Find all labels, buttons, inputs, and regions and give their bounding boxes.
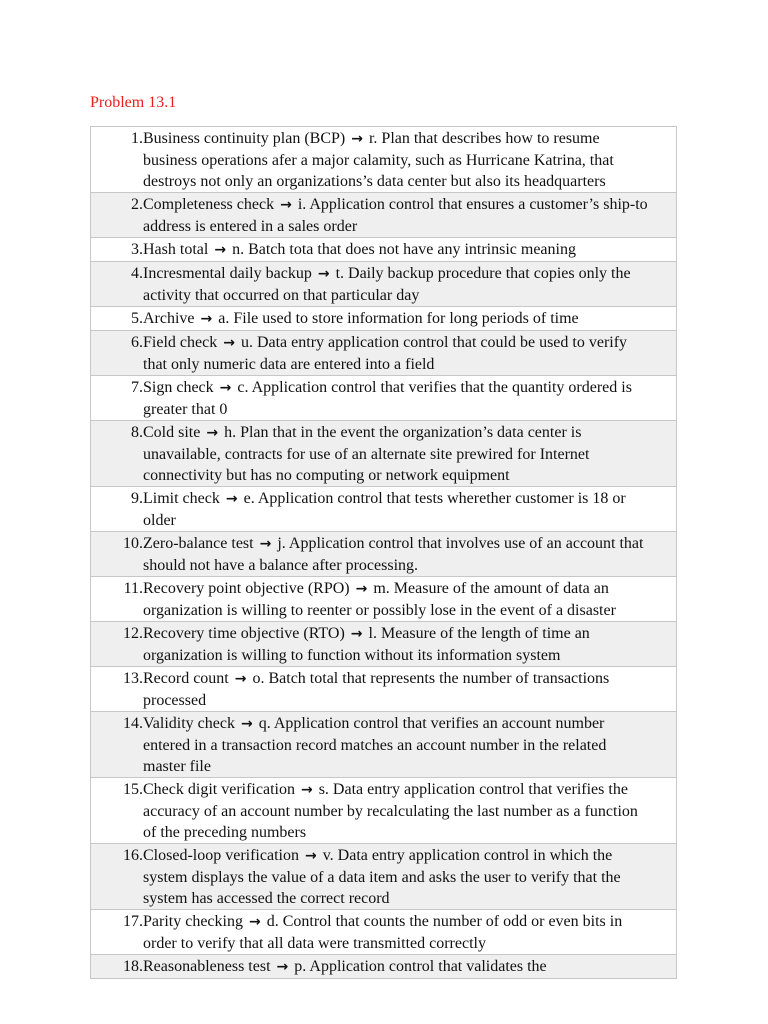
table-row bbox=[91, 330, 676, 375]
table-row bbox=[91, 843, 676, 909]
item-description: u. Data entry application control that could be used to verify that only numeric data are entered into a field bbox=[143, 334, 628, 373]
item-number: 17. bbox=[123, 913, 143, 930]
item-number: 1. bbox=[131, 130, 143, 147]
arrow-right-icon: → bbox=[280, 197, 292, 213]
arrow-right-icon: → bbox=[300, 782, 313, 798]
table-row bbox=[91, 306, 676, 330]
arrow-right-icon: → bbox=[259, 536, 272, 552]
item-text bbox=[143, 911, 676, 954]
item-description: v. Data entry application control in which the system displays the value of a data item and asks the user to verify that the system has accessed the correct record bbox=[143, 847, 621, 907]
item-term: Check digit verification bbox=[143, 781, 295, 798]
item-number: 12. bbox=[123, 625, 143, 642]
item-term: Recovery point objective (RPO) bbox=[143, 580, 350, 597]
item-description: c. Application control that verifies that the quantity ordered is greater that 0 bbox=[143, 379, 632, 418]
item-number: 10. bbox=[123, 535, 143, 552]
item-text bbox=[143, 956, 676, 978]
item-description: e. Application control that tests wherether customer is 18 or older bbox=[143, 490, 626, 529]
item-description: n. Batch tota that does not have any intrinsic meaning bbox=[232, 241, 576, 258]
item-number: 2. bbox=[131, 196, 143, 213]
item-text bbox=[143, 128, 676, 192]
item-text bbox=[143, 377, 676, 420]
item-number: 13. bbox=[123, 670, 143, 687]
item-description: i. Application control that ensures a customer’s ship-to address is entered in a sales order bbox=[143, 196, 648, 235]
item-term: Hash total bbox=[143, 241, 209, 258]
table-row bbox=[91, 420, 676, 486]
arrow-right-icon: → bbox=[234, 671, 247, 687]
arrow-right-icon: → bbox=[214, 242, 227, 258]
item-description: l. Measure of the length of time an organization is willing to function without its information system bbox=[143, 625, 590, 664]
arrow-right-icon: → bbox=[248, 914, 261, 930]
item-text bbox=[143, 239, 676, 261]
arrow-right-icon: → bbox=[355, 581, 368, 597]
item-term: Field check bbox=[143, 334, 218, 351]
item-term: Incresmental daily backup bbox=[143, 265, 312, 282]
table-row bbox=[91, 237, 676, 261]
item-term: Business continuity plan (BCP) bbox=[143, 130, 346, 147]
table-row bbox=[91, 486, 676, 531]
arrow-right-icon: → bbox=[350, 626, 363, 642]
table-row bbox=[91, 261, 676, 306]
item-description: p. Application control that validates the bbox=[294, 958, 547, 975]
item-number: 8. bbox=[131, 424, 143, 441]
item-text bbox=[143, 713, 676, 777]
item-term: Recovery time objective (RTO) bbox=[143, 625, 345, 642]
table-row bbox=[91, 531, 676, 576]
item-number: 16. bbox=[123, 847, 143, 864]
item-number: 14. bbox=[123, 715, 143, 732]
item-number: 6. bbox=[131, 334, 143, 351]
item-text bbox=[143, 308, 676, 330]
table-row bbox=[91, 666, 676, 711]
item-description: h. Plan that in the event the organization’s data center is unavailable, contracts for use of an alternate site prewired for Internet connectivity but has no computing or network equipment bbox=[143, 424, 590, 484]
item-description: m. Measure of the amount of data an organization is willing to reenter or possibly lose in the event of a disaster bbox=[143, 580, 616, 619]
table-row bbox=[91, 909, 676, 954]
item-term: Record count bbox=[143, 670, 229, 687]
item-text bbox=[143, 845, 676, 909]
item-number: 3. bbox=[131, 241, 143, 258]
arrow-right-icon: → bbox=[200, 311, 213, 327]
arrow-right-icon: → bbox=[223, 335, 235, 351]
arrow-right-icon: → bbox=[225, 491, 238, 507]
item-term: Limit check bbox=[143, 490, 220, 507]
item-text bbox=[143, 623, 676, 666]
table-row bbox=[91, 621, 676, 666]
item-description: d. Control that counts the number of odd or even bits in order to verify that all data were transmitted correctly bbox=[143, 913, 623, 952]
arrow-right-icon: → bbox=[240, 716, 253, 732]
item-term: Closed-loop verification bbox=[143, 847, 299, 864]
item-text bbox=[143, 578, 676, 621]
item-description: s. Data entry application control that verifies the accuracy of an account number by recalculating the last number as a function of the preceding numbers bbox=[143, 781, 638, 841]
table-row bbox=[91, 127, 676, 192]
item-term: Zero-balance test bbox=[143, 535, 254, 552]
item-term: Completeness check bbox=[143, 196, 275, 213]
item-text bbox=[143, 779, 676, 843]
item-term: Reasonableness test bbox=[143, 958, 271, 975]
item-term: Cold site bbox=[143, 424, 201, 441]
item-number: 7. bbox=[131, 379, 143, 396]
item-description: o. Batch total that represents the number of transactions processed bbox=[143, 670, 610, 709]
table-row bbox=[91, 711, 676, 777]
item-term: Validity check bbox=[143, 715, 235, 732]
item-number: 11. bbox=[123, 580, 143, 597]
item-term: Parity checking bbox=[143, 913, 243, 930]
arrow-right-icon: → bbox=[219, 380, 232, 396]
item-text bbox=[143, 533, 676, 576]
item-number: 18. bbox=[123, 958, 143, 975]
item-description: j. Application control that involves use of an account that should not have a balance after processing. bbox=[143, 535, 644, 574]
item-description: t. Daily backup procedure that copies only the activity that occurred on that particular day bbox=[143, 265, 631, 304]
item-text bbox=[143, 488, 676, 531]
item-text bbox=[143, 263, 676, 306]
item-text bbox=[143, 194, 676, 237]
table-row bbox=[91, 954, 676, 978]
table-row bbox=[91, 192, 676, 237]
item-description: q. Application control that verifies an account number entered in a transaction record matches an account number in the related master file bbox=[143, 715, 607, 775]
page-title: Problem 13.1 bbox=[90, 94, 177, 111]
arrow-right-icon: → bbox=[317, 266, 330, 282]
arrow-right-icon: → bbox=[351, 131, 363, 147]
item-term: Archive bbox=[143, 310, 195, 327]
arrow-right-icon: → bbox=[304, 848, 317, 864]
answer-table bbox=[90, 126, 677, 979]
table-row bbox=[91, 777, 676, 843]
item-text bbox=[143, 668, 676, 711]
arrow-right-icon: → bbox=[276, 959, 289, 975]
item-description: r. Plan that describes how to resume business operations afer a major calamity, such as Hurricane Katrina, that destroys not only an organizations’s data center but also its headquarters bbox=[143, 130, 614, 190]
item-term: Sign check bbox=[143, 379, 214, 396]
item-number: 5. bbox=[131, 310, 143, 327]
item-text bbox=[143, 332, 676, 375]
item-text bbox=[143, 422, 676, 486]
table-row bbox=[91, 375, 676, 420]
item-number: 9. bbox=[131, 490, 143, 507]
item-description: a. File used to store information for long periods of time bbox=[218, 310, 579, 327]
arrow-right-icon: → bbox=[206, 425, 219, 441]
table-row bbox=[91, 576, 676, 621]
item-number: 4. bbox=[131, 265, 143, 282]
item-number: 15. bbox=[123, 781, 143, 798]
